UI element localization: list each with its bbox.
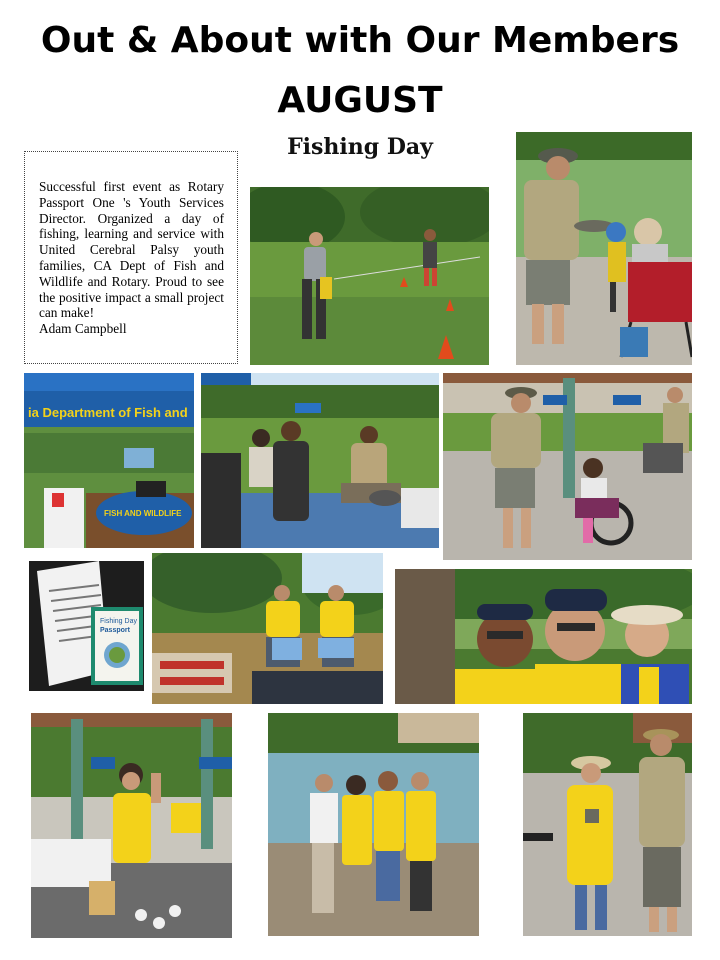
photo-fishing-passport	[29, 561, 144, 691]
event-title: Fishing Day	[287, 134, 433, 160]
page-title: Out & About with Our Members	[40, 20, 680, 61]
story-body: Successful first event as Rotary Passport One 's Youth Services Director. Organized a day of fishing, learning and service with United Cerebral Palsy youth families, CA Dept of Fish and Wildlife and Rotary. Proud to see the positive impact a small project can make!	[39, 179, 224, 321]
photo-bait-table-volunteer	[31, 713, 232, 938]
photo-wheelchair-child	[443, 373, 692, 560]
photo-casting-practice	[250, 187, 489, 365]
sign-text: FISH AND WILDLIFE	[104, 509, 182, 518]
photo-fish-wildlife-tent	[24, 373, 194, 548]
photo-selfie-volunteers	[395, 569, 692, 704]
photo-volunteers-with-bait	[152, 553, 383, 704]
photo-volunteer-with-ranger	[523, 713, 692, 936]
photo-group-by-lake	[268, 713, 479, 936]
story-textbox	[24, 151, 238, 364]
banner-text: ia Department of Fish and	[28, 405, 188, 420]
month-heading: AUGUST	[277, 80, 443, 121]
photo-ranger-with-kids	[516, 132, 692, 365]
photo-touch-fish-table	[201, 373, 439, 548]
passport-card-subtitle: Passport	[100, 627, 130, 634]
passport-card-title: Fishing Day	[100, 618, 137, 625]
story-author: Adam Campbell	[39, 321, 127, 337]
